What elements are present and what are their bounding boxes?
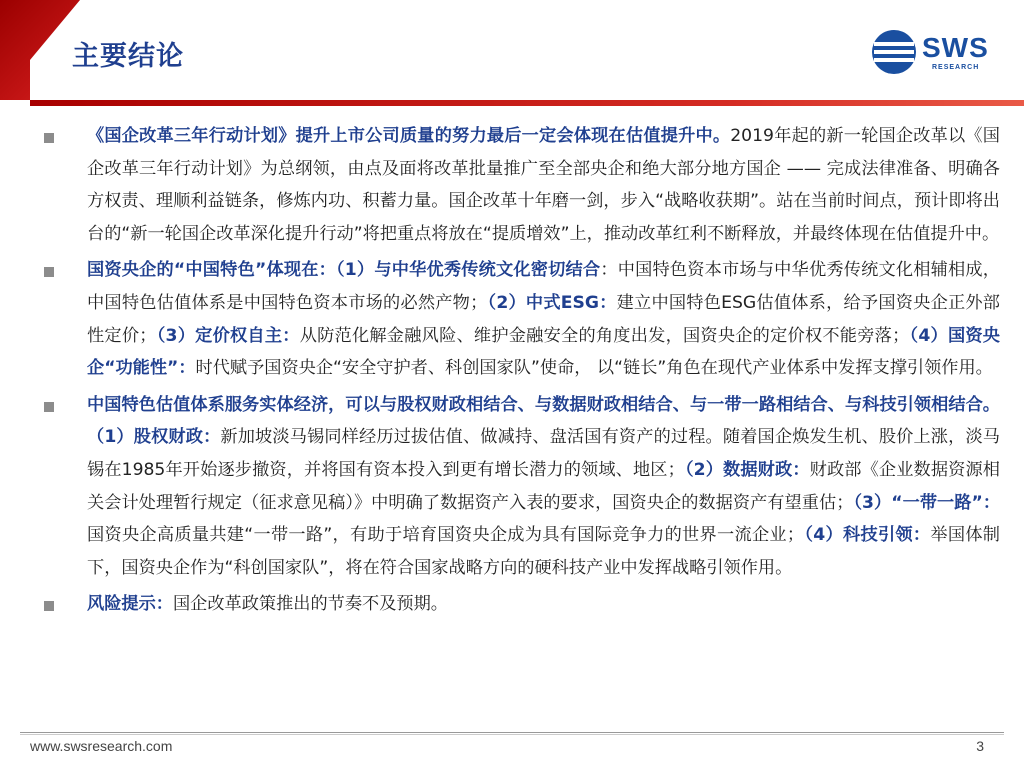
bullet-text	[87, 389, 1000, 585]
bullet-body-text: 举国体制下，国资央企作为“科创国家队”，将在符合国家战略方向的硬科技产业中发挥战略引领作用。	[87, 525, 1000, 578]
bullet-highlight-text: 国资央企的“中国特色”体现在：（1）与中华优秀传统文化密切结合	[87, 260, 601, 281]
bullet-highlight-text: 风险提示：	[87, 594, 173, 615]
sws-logo-icon	[870, 28, 918, 76]
bullet-item	[40, 254, 1000, 384]
bullet-body-text: 财政部《企业数据资源相关会计处理暂行规定（征求意见稿）》中明确了数据资产入表的要求，国资央企的数据资产有望重估；	[87, 459, 1000, 513]
page-number: 3	[976, 738, 984, 754]
bullet-body-text: 国资央企高质量共建“一带一路”，有助于培育国资央企成为具有国际竞争力的世界一流企业；	[87, 525, 805, 546]
footer-divider-secondary	[20, 734, 1004, 735]
footer-website-link[interactable]: www.swsresearch.com	[30, 738, 173, 754]
bullet-body-text: 时代赋予国资央企“安全守护者、科创国家队”使命， 以“链长”角色在现代产业体系中发挥支撑引领作用。	[195, 358, 993, 379]
logo-text: SWS	[922, 32, 989, 63]
logo-subtext: RESEARCH	[932, 64, 980, 71]
bullet-square-icon	[44, 601, 54, 611]
bullet-highlight-text: （2）中式ESG：	[487, 292, 617, 313]
title-divider	[30, 100, 1024, 106]
bullet-item	[40, 389, 1000, 585]
bullet-square-icon	[44, 133, 54, 143]
bullet-text	[87, 254, 1000, 384]
page-title: 主要结论	[72, 41, 184, 72]
bullet-highlight-text: （4）科技引领：	[804, 525, 931, 546]
bullet-body-text: 从防范化解金融风险、维护金融安全的角度出发，国资央企的定价权不能旁落；	[299, 325, 910, 346]
bullet-highlight-text: 中国特色估值体系服务实体经济，可以与股权财政相结合、与数据财政相结合、与一带一路相结合、与科技引领相结合。（1）股权财政：	[87, 394, 1000, 448]
bullet-body-text: 2019年起的新一轮国企改革以《国企改革三年行动计划》为总纲领，由点及面将改革批量推广至全部央企和绝大部分地方国企 —— 完成法律准备、明确各方权责、理顺利益链条，修炼内功、积蓄力量。国企改革十年磨一剑，步入“战略收获期”。站在当前时间点，预计即将出台的“新一轮国企改革深化提升行动”将把重点将放在“提质增效”上，推动改革红利不断释放，并最终体现在估值提升中。	[87, 126, 1000, 244]
bullet-square-icon	[44, 267, 54, 277]
bullet-highlight-text: （4）国资央企“功能性”：	[87, 325, 1000, 379]
bullet-body-text: 国企改革政策推出的节奏不及预期。	[172, 594, 448, 615]
bullet-body-text: 新加坡淡马锡同样经历过拔估值、做减持、盘活国有资产的过程。随着国企焕发生机、股价上涨，淡马锡在1985年开始逐步撤资，并将国有资本投入到更有增长潜力的领域、地区；	[87, 427, 1000, 480]
bullet-highlight-text: 《国企改革三年行动计划》提升上市公司质量的努力最后一定会体现在估值提升中。	[87, 126, 731, 146]
bullet-text	[87, 588, 1000, 621]
bullet-body-text: ：中国特色资本市场与中华优秀传统文化相辅相成，中国特色估值体系是中国特色资本市场的必然产物；	[87, 260, 1000, 313]
bullet-item	[40, 588, 1000, 621]
bullet-square-icon	[44, 402, 54, 412]
bullet-highlight-text: （2）数据财政：	[684, 459, 810, 480]
bullet-body-text: 建立中国特色ESG估值体系，给予国资央企正外部性定价；	[87, 292, 1000, 346]
bullet-highlight-text: （3）定价权自主：	[156, 325, 300, 346]
conclusions-list	[40, 120, 1000, 625]
bullet-item	[40, 120, 1000, 250]
footer-divider	[20, 732, 1004, 733]
bullet-text	[87, 120, 1000, 250]
bullet-highlight-text: （3）“一带一路”：	[853, 492, 1001, 513]
company-logo	[870, 28, 1002, 76]
